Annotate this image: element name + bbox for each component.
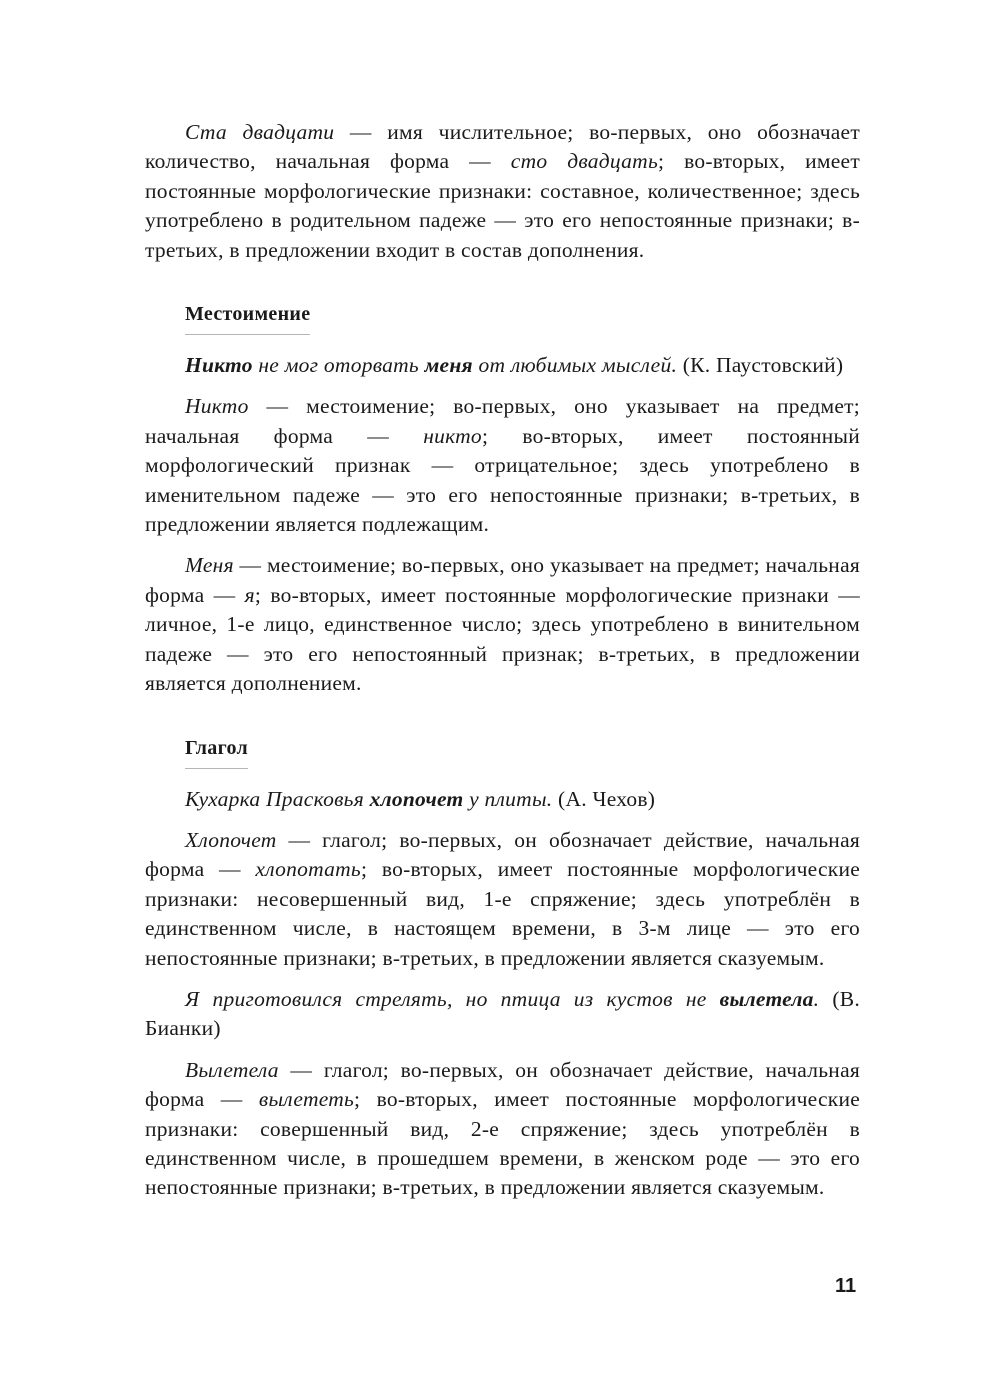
verb-example-sentence: Я приготовился стрелять, но птица из кустов не вылетела. (В. Бианки) — [145, 986, 860, 1041]
numeral-analysis-paragraph: Ста двадцати — имя числительное; во-первых, оно обозначает количество, начальная форма — сто двадцать; во-вторых, имеет постоянные морфологические признаки: составное, количественное; здесь употреблено в родительном падеже — это его непостоянные признаки; в-третьих, в предложении входит в состав дополнения. — [145, 120, 860, 262]
verb-analysis-paragraph: Вылетела — глагол; во-первых, он обозначает действие, начальная форма — вылететь; во-вторых, имеет постоянные морфологические признаки: совершенный вид, 2-е спряжение; здесь употреблён в единственном числе, в прошедшем времени, в женском роде — это его непостоянные признаки; в-третьих, в предложении является сказуемым. — [145, 1057, 860, 1200]
verb-example-sentence: Кухарка Прасковья хлопочет у плиты. (А. Чехов) — [185, 786, 656, 811]
section-heading-verb: Глагол — [185, 737, 248, 769]
page-content — [145, 118, 860, 1203]
pronoun-analysis-paragraph: Никто — местоимение; во-первых, оно указывает на предмет; начальная форма — никто; во-вторых, имеет постоянный морфологический признак — отрицательное; здесь употреблено в именительном падеже — это его непостоянные признаки; в-третьих, в предложении является подлежащим. — [145, 394, 861, 537]
verb-analysis-paragraph: Хлопочет — глагол; во-первых, он обозначает действие, начальная форма — хлопотать; во-вторых, имеет постоянные морфологические признаки: несовершенный вид, 1-е спряжение; здесь употреблён в единственном числе, в настоящем времени, в 3-м лице — это его непостоянные признаки; в-третьих, в предложении является сказуемым. — [145, 827, 860, 970]
pronoun-example-sentence: Никто не мог оторвать меня от любимых мыслей. (К. Паустовский) — [185, 353, 844, 378]
section-heading-pronoun: Местоимение — [185, 303, 310, 335]
page-number: 11 — [835, 1275, 857, 1297]
pronoun-analysis-paragraph: Меня — местоимение; во-первых, оно указывает на предмет; начальная форма — я; во-вторых, имеет постоянные морфологические признаки — личное, 1-е лицо, единственное число; здесь употреблено в винительном падеже — это его непостоянный признак; в-третьих, в предложении является дополнением. — [145, 553, 860, 696]
